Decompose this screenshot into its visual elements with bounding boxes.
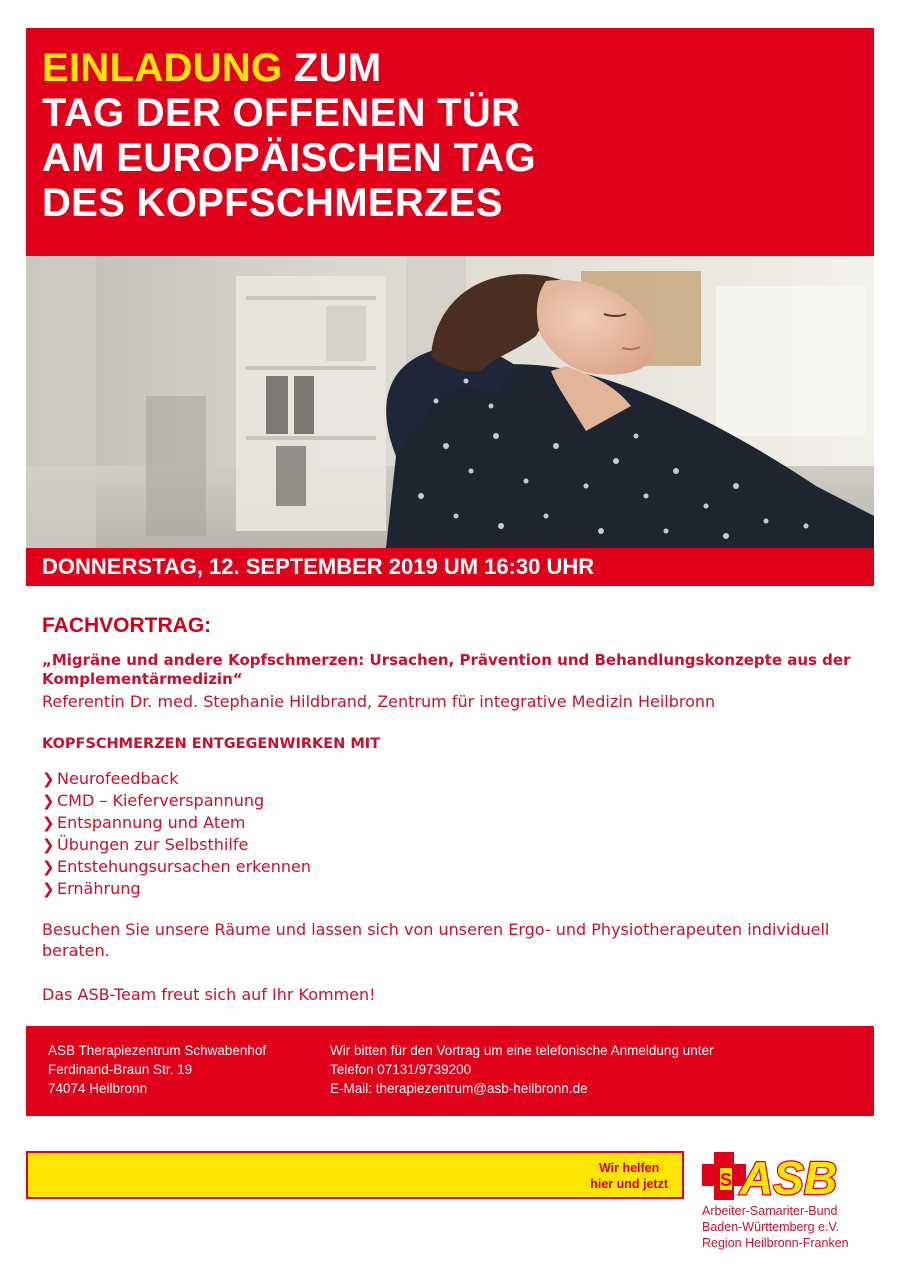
chevron-right-icon: ❯ xyxy=(42,836,55,854)
asb-logo xyxy=(700,1150,865,1202)
slogan-bar xyxy=(26,1151,684,1199)
title-line-2: TAG DER OFFENEN TÜR xyxy=(42,91,521,135)
date-banner xyxy=(26,548,874,586)
list-item xyxy=(42,856,311,878)
lecture-title: „Migräne und andere Kopfschmerzen: Ursachen, Prävention und Behandlungskonzepte aus der Komplementärmedizin“ xyxy=(42,651,851,688)
list-item xyxy=(42,790,311,812)
organization-name xyxy=(702,1203,849,1251)
logo-mark: S xyxy=(719,1170,733,1190)
phone-number: Telefon 07131/9739200 xyxy=(330,1062,472,1077)
address-line-city: 74074 Heilbronn xyxy=(48,1081,148,1096)
title-line-3: AM EUROPÄISCHEN TAG xyxy=(42,136,536,180)
list-item-label: Ernährung xyxy=(57,879,141,898)
chevron-right-icon: ❯ xyxy=(42,770,55,788)
slogan-line-1: Wir helfen xyxy=(598,1161,660,1175)
registration-note: Wir bitten für den Vortrag um eine telefonische Anmeldung unter xyxy=(330,1043,714,1058)
org-line-2: Baden-Württemberg e.V. xyxy=(702,1220,840,1234)
registration-block xyxy=(330,1041,713,1098)
title-line-1 xyxy=(42,46,536,91)
title-highlight: EINLADUNG xyxy=(42,46,283,90)
slogan xyxy=(590,1160,668,1192)
list-item-label: Übungen zur Selbsthilfe xyxy=(57,835,249,854)
page-title xyxy=(42,46,536,226)
chevron-right-icon: ❯ xyxy=(42,880,55,898)
logo-text: ASB xyxy=(740,1152,838,1202)
remedy-list xyxy=(42,768,311,900)
list-heading: KOPFSCHMERZEN ENTGEGENWIRKEN MIT xyxy=(42,736,381,752)
org-line-3: Region Heilbronn-Franken xyxy=(702,1236,849,1250)
lecture-speaker: Referentin Dr. med. Stephanie Hildbrand, Zentrum für integrative Medizin Heilbronn xyxy=(42,692,716,711)
list-item xyxy=(42,812,311,834)
address-block xyxy=(48,1041,266,1098)
chevron-right-icon: ❯ xyxy=(42,858,55,876)
org-line-1: Arbeiter-Samariter-Bund xyxy=(702,1204,838,1218)
closing-paragraph: Das ASB-Team freut sich auf Ihr Kommen! xyxy=(42,985,376,1004)
visit-paragraph: Besuchen Sie unsere Räume und lassen sich von unseren Ergo- und Physiotherapeuten individuell beraten. xyxy=(42,920,830,960)
chevron-right-icon: ❯ xyxy=(42,792,55,810)
list-item xyxy=(42,878,311,900)
list-item xyxy=(42,834,311,856)
title-line-1-rest: ZUM xyxy=(282,46,382,90)
address-line-name: ASB Therapiezentrum Schwabenhof xyxy=(48,1043,267,1058)
chevron-right-icon: ❯ xyxy=(42,814,55,832)
list-item-label: Entstehungsursachen erkennen xyxy=(57,857,311,876)
list-item-label: CMD – Kieferverspannung xyxy=(57,791,265,810)
list-item xyxy=(42,768,311,790)
address-line-street: Ferdinand-Braun Str. 19 xyxy=(48,1062,193,1077)
hero-photo xyxy=(26,256,874,548)
list-item-label: Entspannung und Atem xyxy=(57,813,246,832)
contact-banner xyxy=(26,1026,874,1116)
event-date: DONNERSTAG, 12. SEPTEMBER 2019 UM 16:30 UHR xyxy=(42,554,595,579)
slogan-line-2: hier und jetzt xyxy=(590,1177,668,1191)
title-line-4: DES KOPFSCHMERZES xyxy=(42,181,503,225)
list-item-label: Neurofeedback xyxy=(57,769,179,788)
email-address[interactable]: E-Mail: therapiezentrum@asb-heilbronn.de xyxy=(330,1081,588,1096)
header-banner xyxy=(26,28,874,256)
relaxing-woman-illustration xyxy=(26,256,874,548)
lecture-heading: FACHVORTRAG: xyxy=(42,614,212,637)
